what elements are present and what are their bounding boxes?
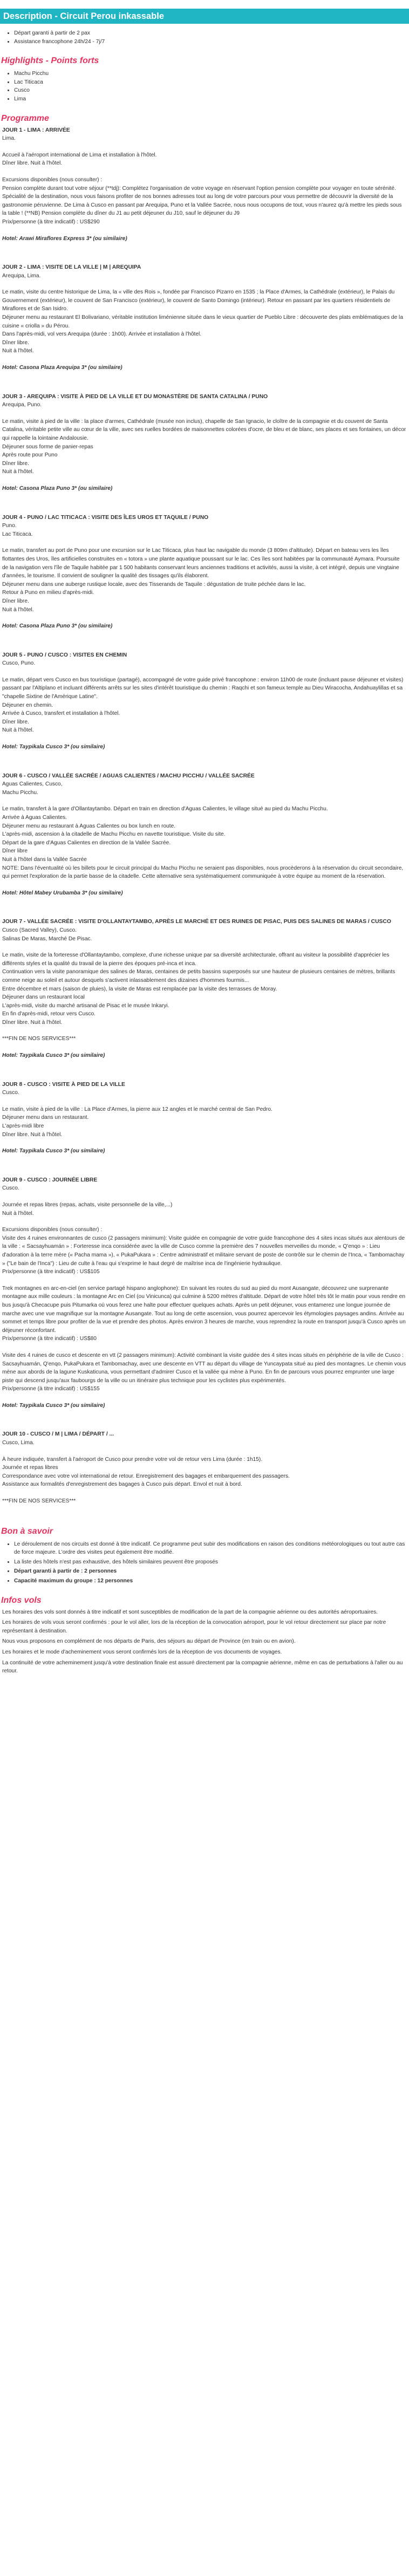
day-text-line: Le matin, transfert au port de Puno pour une excursion sur le Lac Titicaca, plus haut lac navigable du monde (3 809m d'altitude). Départ en bateau vers les îles flottantes des Uros, îles artificielles construites en « totora » une plante aquatique poussant sur le lac. Ces îles sont habitées par la communauté Aymara. Poursuite de la navigation vers l'île de Taquile habitée par 1 500 habitants conservant leurs anciennes traditions et activités, aussi la visite, à cet intégré, depuis une vingtaine d'années, le tourisme. Il convient de souligner la qualité des tissages qu'ils élaborent. <box>2 548 400 579</box>
day-text-line: Dîner libre. <box>2 719 29 725</box>
hotel-line: Hotel: Arawi Miraflores Express 3* (ou similaire) <box>2 235 127 242</box>
day-text-line: Dîner libre <box>2 848 28 855</box>
day-text-line: Prix/personne (à titre indicatif) : US$105 <box>2 1269 100 1275</box>
day-title: JOUR 9 - CUSCO : JOURNÉE LIBRE <box>2 1177 98 1183</box>
highlights-list <box>0 70 409 103</box>
day-text-line: Nuit à l'hôtel. <box>2 606 34 613</box>
day-text-line: Nuit à l'hôtel. <box>2 1210 34 1217</box>
infos-vols-paragraph: Les horaires des vols sont donnés à titre indicatif et sont susceptibles de modification de la part de la compagnie aérienne ou des autorités aéroportuaires. <box>2 1609 378 1615</box>
highlights-heading: Highlights - Points forts <box>1 56 99 66</box>
spacer <box>2 1027 407 1035</box>
hotel-line: Hotel: Taypikala Cusco 3* (ou similaire) <box>2 1053 105 1059</box>
spacer <box>2 280 407 288</box>
day-text-line: Lima. <box>2 135 16 142</box>
bon-a-savoir-item: • La liste des hôtels n'est pas exhaustive, des hôtels similaires peuvent être proposés <box>14 1558 409 1567</box>
hotel-line: Hotel: Casona Plaza Puno 3* (ou similaire) <box>2 623 113 630</box>
hotel-line: Hotel: Taypikala Cusco 3* (ou similaire) <box>2 1148 105 1154</box>
hotel-line: Hotel: Casona Plaza Puno 3* (ou similaire) <box>2 485 113 491</box>
day-title: JOUR 1 - LIMA : ARRIVÉE <box>2 127 70 133</box>
day-text-line: Cusco (Sacred Valley), Cusco. <box>2 927 77 933</box>
day-block <box>2 514 407 631</box>
infos-vols-paragraph: La continuité de votre acheminement jusqu'à votre destination finale est assuré directement par la compagnie aérienne, même en cas de perturbations à l'aller ou au retour. <box>2 1659 403 1675</box>
day-block <box>2 772 407 898</box>
day-text-line: Trek montagnes en arc-en-ciel (en service partagé hispano anglophone): En suivant les routes du sud au pied du mont Ausangate, découvrez une surprenante montagne aux mille couleurs : la montagne Arc en Ciel (ou Vinicunca) qui culmine à 5200 mètres d'altitude. Départ de votre hôtel très tôt le matin pour vous rendre en bus jusqu'à Checacupe puis Pitumarka où vous ferez une halte pour effectuer quelques achats. Après un petit déjeuner, vous entamerez une longue journée de marche avec une vue magnifique sur la montagne Ausangate. Tout au long de cette ascension, vous pourrez apercevoir les étymologies paysages andins. Arrivée au sommet et temps libre pour profiter de la vue et prendre des photos. Après environ 3 heures de marche, vous reprendrez la route en transport jusqu'à Cusco après un déjeuner réconfortant. <box>2 1285 406 1334</box>
spacer <box>2 668 407 676</box>
page-title: Description - Circuit Perou inkassable <box>3 11 164 21</box>
day-title: JOUR 6 - CUSCO / VALLÉE SACRÉE / AGUAS CALIENTES / MACHU PICCHU / VALLÉE SACRÉE <box>2 773 255 779</box>
day-text-line: Visite des 4 ruines de cusco et descente en vtt (2 passagers minimum): Activité combinant la visite guidée des 4 sites incas situés en périphérie de la ville de Cusco : Sacsayhuamán, Q'enqo, PukaPukara et Tambomachay, avec une descente en VTT au départ du village de Yuncaypata situé au pied des montagnes. Le chemin vous mène aux abords de la lagune Kuskaticuna, vous permettant d'admirer Cusco et la vallée qui mène à Puno. En fin de parcours vous pourrez emprunter une large piste qui descend jusqu'aux faubourgs de la ville ou un itinéraire plus technique pour les cyclistes plus expérimentés. <box>2 1352 406 1384</box>
page-title-banner <box>0 9 409 24</box>
day-text-line: Le matin, visite de la forteresse d'Ollantaytambo, complexe, d'une richesse unique par sa diversité architecturale, offrant au visiteur la possibilité d'apprécier les différents styles et la qualité du travail de la pierre des époques pré-inca et inca. <box>2 952 390 967</box>
infos-vols-paragraph: Nous vous proposons en complément de nos départs de Paris, des séjours au départ de Province (en train ou en avion). <box>2 1638 296 1645</box>
day-text-line: L'après-midi, ascension à la citadelle de Machu Picchu en navette touristique. Visite du site. <box>2 831 226 838</box>
bon-a-savoir-item: • Capacité maximum du groupe : 12 personnes <box>14 1577 409 1586</box>
day-text-line: Le matin, départ vers Cusco en bus touristique (partagé), accompagné de votre guide privé francophone : environ 11h00 de route (incluant pause déjeuner et visites) passant par l'Altiplano et incluant différents arrêts sur les sites d'intérêt touristique du chemin : Raqchi et son fameux temple au Dieu Wiracocha, Andahuaylillas et sa "chapelle Sixtine de l'Amérique Latine". <box>2 677 404 700</box>
day-text-line: Le matin, visite du centre historique de Lima, la « ville des Rois », fondée par Francisco Pizarro en 1535 ; la Place d'Armes, la Cathédrale (extérieur), le Palais du Gouvernement (extérieur), le couvent de San Francisco (extérieur), le couvent de Santo Domingo (intérieur). Retour en passant par les quartiers résidentiels de Miraflores et de San Isidro. <box>2 289 395 312</box>
day-text-line: Après route pour Puno <box>2 452 58 459</box>
day-block <box>2 1081 407 1156</box>
spacer <box>2 1218 407 1226</box>
day-text-line: Accueil à l'aéroport international de Lima et installation à l'hôtel. <box>2 152 157 158</box>
day-text-line: Nuit à l'hôtel dans la Vallée Sacrée <box>2 856 87 863</box>
day-text-line: Dîner libre. <box>2 339 29 346</box>
day-text-line: Cusco. <box>2 1090 19 1096</box>
day-text-line: Départ de la gare d'Aguas Calientes en direction de la Vallée Sacrée. <box>2 839 171 846</box>
day-title: JOUR 7 - VALLÉE SACRÉE : VISITE D'OLLANTAYTAMBO, APRÈS LE MARCHÉ ET DES RUINES DE PISAC, PUIS DES SALINES DE MARAS / CUSCO <box>2 919 391 925</box>
day-text-line: L'après-midi libre <box>2 1123 44 1130</box>
day-text-line: Déjeuner menu au restaurant à Aguas Calientes ou box lunch en route. <box>2 823 176 829</box>
page <box>0 9 409 1682</box>
list-item: • Lac Titicaca <box>14 78 409 87</box>
infos-vols-heading: Infos vols <box>1 1595 42 1605</box>
day-text-line: Nuit à l'hôtel. <box>2 469 34 475</box>
day-text-line: ***FIN DE NOS SERVICES*** <box>2 1498 76 1505</box>
day-text-line: Aguas Calientes, Cusco, <box>2 781 63 788</box>
day-text-line: En fin d'après-midi, retour vers Cusco. <box>2 1011 96 1017</box>
day-text-line: Le matin, transfert à la gare d'Ollantaytambo. Départ en train en direction d'Aguas Calientes, le village situé au pied du Machu Picchu. <box>2 806 328 812</box>
day-text-line: Déjeuner menu dans une auberge rustique locale, avec des Tisserands de Taquile : dégustation de truite péchée dans le lac. <box>2 581 306 587</box>
day-text-line: Lac Titicaca. <box>2 531 33 537</box>
day-title: JOUR 8 - CUSCO : VISITE À PIED DE LA VILLE <box>2 1081 125 1088</box>
spacer <box>2 1489 407 1497</box>
day-text-line: Arrivée à Cusco, transfert et installation à l'hôtel. <box>2 710 120 717</box>
day-text-line: Machu Picchu. <box>2 789 38 796</box>
day-text-line: Dans l'après-midi, vol vers Arequipa (durée : 1h00). Arrivée et installation à l'hôtel. <box>2 331 202 338</box>
day-text-line: Déjeuner menu dans un restaurant. <box>2 1115 89 1121</box>
day-text-line: Déjeuner dans un restaurant local <box>2 994 85 1001</box>
day-text-line: Cusco. <box>2 1185 19 1192</box>
day-title: JOUR 4 - PUNO / LAC TITICACA : VISITE DES ÎLES UROS ET TAQUILE / PUNO <box>2 514 209 521</box>
bon-a-savoir-item: • Départ garanti à partir de : 2 personnes <box>14 1567 409 1576</box>
day-block <box>2 918 407 1060</box>
day-text-line: Excursions disponibles (nous consulter) : <box>2 176 103 183</box>
day-text-line: ***FIN DE NOS SERVICES*** <box>2 1036 76 1042</box>
bon-a-savoir-heading: Bon à savoir <box>1 1526 53 1536</box>
day-text-line: Correspondance avec votre vol international de retour. Enregistrement des bagages et embarquement des passagers. <box>2 1473 290 1479</box>
day-text-line: Dîner libre. Nuit à l'hôtel. <box>2 1131 63 1138</box>
list-item: • Assistance francophone 24h/24 - 7j/7 <box>14 38 409 46</box>
hotel-line: Hotel: Hôtel Mabey Urubamba 3* (ou similaire) <box>2 890 123 896</box>
day-text-line: Déjeuner menu au restaurant El Bolivariano, véritable institution liménienne située dans le vieux quartier de Pueblo Libre : découverte des plats emblématiques de la cuisine « criolla » du Pérou. <box>2 315 403 329</box>
infos-vols-text <box>2 1608 407 1676</box>
day-text-line: Le matin, visite à pied de la ville : La Place d'Armes, la pierre aux 12 angles et le marché central de San Pedro. <box>2 1106 272 1112</box>
spacer <box>2 1276 407 1284</box>
intro-list <box>0 29 409 46</box>
day-text-line: L'après-midi, visite du marché artisanal de Pisac et le musée Inkaryi. <box>2 1002 169 1009</box>
day-block <box>2 1176 407 1410</box>
list-item: • Cusco <box>14 86 409 95</box>
day-block <box>2 126 407 243</box>
spacer <box>2 538 407 546</box>
day-text-line: NOTE: Dans l'éventualité où les billets pour le circuit principal du Machu Picchu ne seraient pas disponibles, nous procèderons à la réservation du circuit secondaire, qui permet l'exploration de la partie basse de la citadelle. Cette alternative sera systématiquement communiquée à votre équipe au moment de la réservation. <box>2 865 404 880</box>
program-days <box>0 126 409 1506</box>
day-text-line: Arequipa, Lima. <box>2 272 41 279</box>
bon-a-savoir-item: • Le déroulement de nos circuits est donné à titre indicatif. Ce programme peut subir des modifications en raison des conditions météorologiques ou tout autre cas de force majeure. L'ordre des visites peut également être modifié. <box>14 1540 409 1557</box>
list-item: • Départ garanti à partir de 2 pax <box>14 29 409 38</box>
day-text-line: Entre décembre et mars (saison de pluies), la visite de Maras est remplacée par la visite des terrasses de Moray. <box>2 986 277 992</box>
day-block <box>2 263 407 372</box>
day-text-line: Prix/personne (à titre indicatif) : US$290 <box>2 218 100 225</box>
day-title: JOUR 2 - LIMA : VISITE DE LA VILLE | M | AREQUIPA <box>2 264 141 271</box>
day-text-line: Déjeuner sous forme de panier-repas <box>2 443 93 450</box>
spacer <box>2 797 407 805</box>
day-text-line: Dîner libre. <box>2 460 29 467</box>
list-item: • Lima <box>14 95 409 104</box>
hotel-line: Hotel: Taypikala Cusco 3* (ou similaire) <box>2 1402 105 1409</box>
day-text-line: Visite des 4 ruines environnantes de cusco (2 passagers minimum): Visite guidée en compagnie de votre guide francophone des 4 sites incas situés aux alentours de la ville : « Sacsayhuamán » : Forteresse inca considérée avec la ville de Cusco comme la première des 7 nouvelles merveilles du monde, « Q'enqo » : Lieu d'adoration à la terre mère (« Pacha mama »), « PukaPukara » : Centre administratif et militaire servant de poste de contrôle sur le chemin de l'Inca, « Tambomachay » ("Le bain de l'Inca") : Lieu de culte à l'eau qui s'exprime le haut degré de maîtrise inca de l'ingénierie hydraulique. <box>2 1235 405 1267</box>
day-text-line: Cusco, Puno. <box>2 660 36 667</box>
day-text-line: Assistance aux formalités d'enregistrement des bagages à Cusco puis départ. Envol et nuit à bord. <box>2 1481 242 1488</box>
day-text-line: Déjeuner en chemin. <box>2 702 53 708</box>
spacer <box>2 943 407 951</box>
spacer <box>2 1097 407 1105</box>
day-text-line: Continuation vers la visite panoramique des salines de Maras, centaines de petits bassins superposés sur une hauteur de plusieurs centaines de mètres, brillants comme neige au soleil et autour desquels s'activent inlassablement des dizaines d'hommes fourmis... <box>2 969 396 983</box>
day-text-line: Pension complète durant tout votre séjour (**tdj): Complétez l'organisation de votre voyage en réservant l'option pension complète pour voyager en toute sérénité. Spécialité de la destination, nous vous faisons profiter de nos bonnes adresses tout au long de votre parcours pour vous permettre de découvrir la diversité de la gastronomie péruvienne. De Lima à Cusco en passant par Arequipa, Puno et la Vallée Sacrée, nous nous occupons de tout, vous n'aurez qu'à mettre les pieds sous la table ! (**NB) Pension complète du dîner du J1 au petit déjeuner du J10, sauf le déjeuner du J9 <box>2 185 402 217</box>
spacer <box>2 143 407 151</box>
day-title: JOUR 3 - AREQUIPA : VISITE À PIED DE LA VILLE ET DU MONASTÈRE DE SANTA CATALINA / PUNO <box>2 393 268 400</box>
day-text-line: Arequipa, Puno. <box>2 402 42 408</box>
day-text-line: Salinas De Maras, Marché De Pisac. <box>2 935 92 942</box>
spacer <box>2 1343 407 1351</box>
day-text-line: Retour à Puno en milieu d'après-midi. <box>2 590 94 596</box>
day-text-line: Journée et repas libres <box>2 1465 58 1471</box>
day-text-line: Cusco, Lima. <box>2 1440 35 1446</box>
day-block <box>2 393 407 493</box>
day-text-line: Journée et repas libres (repas, achats, visite personnelle de la ville,...) <box>2 1202 173 1208</box>
spacer <box>2 409 407 418</box>
day-text-line: Dîner libre. <box>2 598 29 604</box>
day-text-line: Nuit à l'hôtel. <box>2 727 34 734</box>
infos-vols-paragraph: Les horaires de vols vous seront confirmés : pour le vol aller, lors de la réception de la convocation aéroport, pour le vol retour directement sur place par notre représentant à destination. <box>2 1620 386 1634</box>
day-block <box>2 651 407 751</box>
day-text-line: Nuit à l'hôtel. <box>2 348 34 354</box>
bon-a-savoir-list <box>0 1540 409 1586</box>
spacer <box>2 1193 407 1201</box>
day-text-line: Le matin, visite à pied de la ville : la place d'armes, Cathédrale (musée non inclus), chapelle de San Ignacio, le cloître de la compagnie et du couvent de Santa Catalina, véritable petite ville au cœur de la ville, avec ses ruelles bordées de maisonnettes colorées d'ocre, de bleu et de blanc, ses places et ses fontaines, un décor qui rappelle la lointaine Andalousie. <box>2 418 406 441</box>
day-text-line: Dîner libre. Nuit à l'hôtel. <box>2 1019 63 1026</box>
spacer <box>2 1447 407 1456</box>
infos-vols-paragraph: Les horaires et le mode d'acheminement vous seront confirmés lors de la réception de vos documents de voyages. <box>2 1649 282 1655</box>
day-text-line: Puno. <box>2 523 17 529</box>
day-text-line: Excursions disponibles (nous consulter) : <box>2 1227 103 1233</box>
day-text-line: Dîner libre. Nuit à l'hôtel. <box>2 160 63 167</box>
hotel-line: Hotel: Taypikala Cusco 3* (ou similaire) <box>2 744 105 750</box>
spacer <box>2 168 407 176</box>
day-text-line: À heure indiquée, transfert à l'aéroport de Cusco pour prendre votre vol de retour vers Lima (durée : 1h15). <box>2 1456 263 1463</box>
day-text-line: Prix/personne (à titre indicatif) : US$155 <box>2 1386 100 1392</box>
day-text-line: Prix/personne (à titre indicatif) : US$80 <box>2 1336 97 1342</box>
list-item: • Machu Picchu <box>14 70 409 78</box>
hotel-line: Hotel: Casona Plaza Arequipa 3* (ou similaire) <box>2 365 122 371</box>
day-text-line: Arrivée à Aguas Calientes. <box>2 815 67 821</box>
program-heading: Programme <box>1 113 49 123</box>
day-title: JOUR 10 - CUSCO / M | LIMA / DÉPART / ... <box>2 1431 114 1438</box>
day-title: JOUR 5 - PUNO / CUSCO : VISITES EN CHEMIN <box>2 652 127 658</box>
day-block <box>2 1430 407 1505</box>
